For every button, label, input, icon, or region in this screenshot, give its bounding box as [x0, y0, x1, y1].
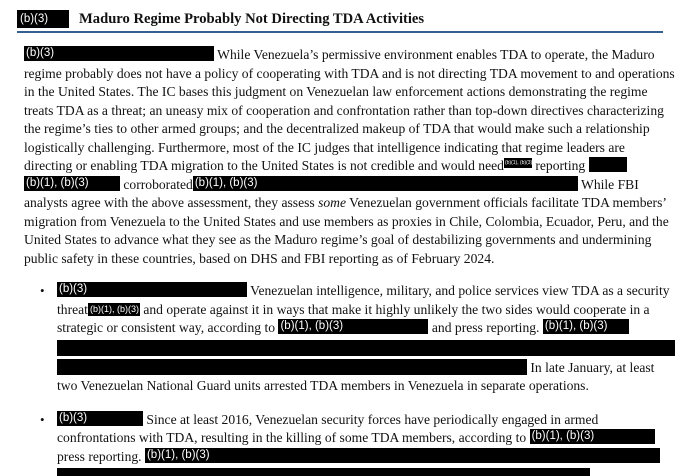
redaction-box: (b)(1), (b)(3) [278, 319, 428, 334]
bullet-list [24, 282, 676, 476]
body-text: In late January, at least two Venezuelan National Guard units arrested TDA members in Venezuela in separate operations. [57, 359, 655, 393]
body-text: Venezuelan government officials facilitate TDA members’ migration from Venezuela to the United States and use members as proxies in Chile, Colombia, Ecuador, Peru, and the United States to advance what they see as the Maduro regime’s goal of destabilizing governments and undermining public safety in these countries, based on DHS and FBI reporting as of February 2024. [24, 195, 669, 266]
body-text: Since at least 2016, Venezuelan security forces have periodically engaged in armed confrontations with TDA, resulting in the killing of some TDA members, according to [57, 411, 599, 445]
redaction-box: (b)(3) [57, 411, 143, 426]
redaction-box: (b)(1), (b)(3) [145, 448, 660, 463]
body-text: Venezuelan intelligence, military, and police services view TDA as a security threat [57, 283, 670, 317]
redaction-box [589, 157, 627, 172]
body-text: and press reporting. [428, 320, 543, 335]
redaction-box: (b)(3) [17, 10, 69, 28]
redaction-box: (b)(1), (b)(3) [24, 176, 120, 191]
redaction-box: (b)(1), (b)(3) [504, 160, 532, 166]
body-text: While Venezuela’s permissive environment enables TDA to operate, the Maduro regime probably does not have a policy of cooperating with TDA and is not directing TDA movement to and operations in the United States. The IC bases this judgment on Venezuelan law enforcement actions demonstrating the regime treats TDA as a threat; an uneasy mix of cooperation and confrontation rather than top-down directives characterizing the regime’s ties to other armed groups; and the decentralized makeup of TDA that would make such a relationship logistically challenging. Furthermore, most of the IC judges that intelligence indicating that regime leaders are directing or enabling TDA migration to the United States is not credible and would need [24, 47, 675, 173]
section-heading [17, 10, 663, 33]
redaction-box: (b)(1), (b)(3) [193, 176, 578, 191]
body-text: reporting [531, 158, 589, 173]
bullet-item [57, 282, 676, 396]
redaction-box: (b)(1), (b)(3) [543, 319, 629, 334]
redaction-bar [57, 340, 675, 356]
body-text: corroborated [120, 176, 193, 192]
redaction-box: (b)(1), (b)(3) [89, 303, 139, 314]
redaction-bar [57, 359, 527, 375]
redaction-box: (b)(3) [24, 46, 214, 61]
redaction-bar [57, 468, 590, 476]
assessment-paragraph [24, 46, 676, 268]
redaction-box: (b)(1), (b)(3) [530, 429, 655, 444]
body-text-italic: some [318, 195, 347, 210]
redaction-box: (b)(3) [57, 282, 247, 297]
body-text: and operate against it in ways that make it highly unlikely the two sides would cooperate in a strategic or consistent way, according to [57, 301, 650, 335]
bullet-item [57, 411, 676, 476]
body-text: press reporting. [57, 448, 145, 464]
body-text: While FBI analysts agree with the above assessment, they assess [24, 176, 639, 210]
page-title: Maduro Regime Probably Not Directing TDA Activities [79, 11, 425, 27]
